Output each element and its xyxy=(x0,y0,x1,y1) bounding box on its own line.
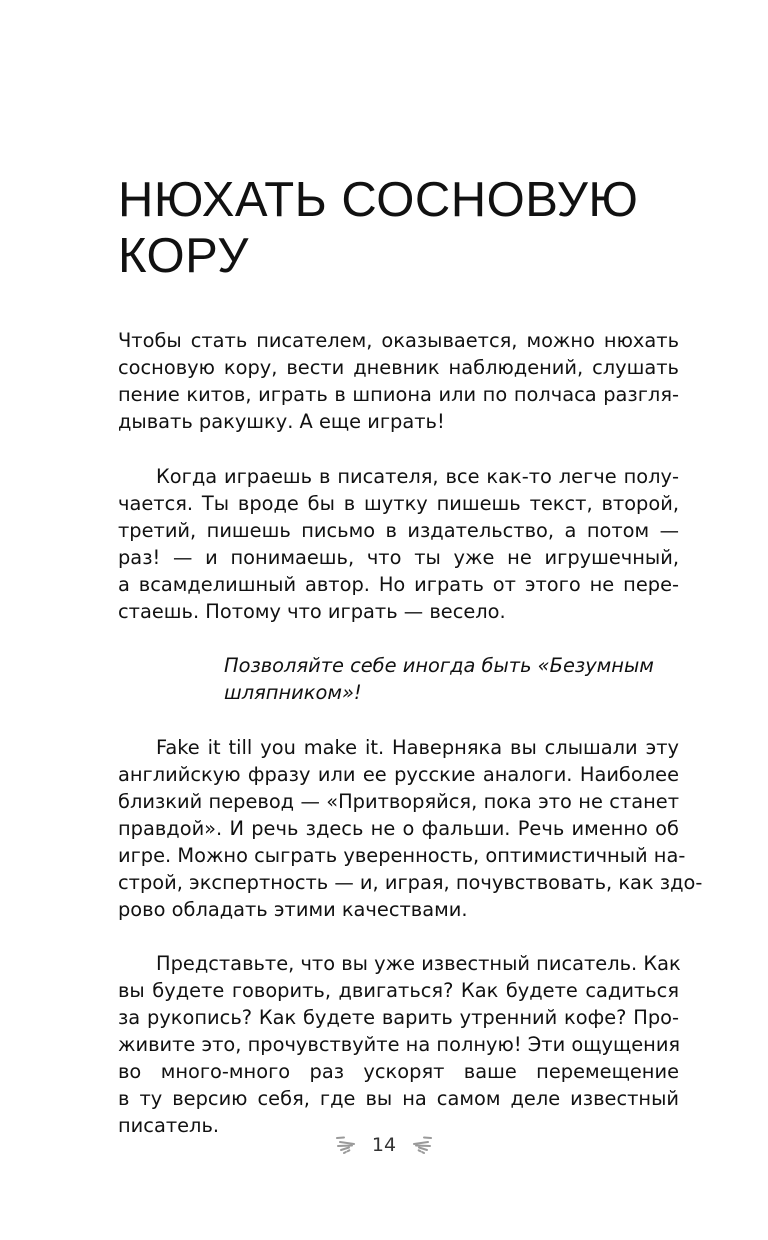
text-line: игре. Можно сыграть уверенность, оптимистичный на- xyxy=(118,844,686,867)
paragraph-intro xyxy=(118,327,679,435)
text-line: вы будете говорить, двигаться? Как будете садиться xyxy=(118,979,679,1002)
text-line: писатель. xyxy=(118,1114,220,1137)
quote-line: Позволяйте себе иногда быть «Безумным xyxy=(224,654,654,677)
chapter-title-line: НЮХАТЬ СОСНОВУЮ xyxy=(118,173,639,227)
text-line: чается. Ты вроде бы в шутку пишешь текст, второй, xyxy=(118,492,679,515)
text-line: живите это, прочувствуйте на полную! Эти ощущения xyxy=(118,1033,681,1056)
text-line: английскую фразу или ее русские аналоги. Наиболее xyxy=(118,763,679,786)
text-line: дывать ракушку. А еще играть! xyxy=(118,410,445,433)
text-line: во много-много раз ускорят ваше перемещение xyxy=(118,1060,679,1083)
paragraph-fake-it xyxy=(118,734,703,923)
text-line: третий, пишешь письмо в издательство, а потом — xyxy=(118,519,679,542)
text-line: правдой». И речь здесь не о фальши. Речь именно об xyxy=(118,817,679,840)
text-line: рово обладать этими качествами. xyxy=(118,898,468,921)
quote-line: шляпником»! xyxy=(224,681,362,704)
text-line: близкий перевод — «Притворяйся, пока это не станет xyxy=(118,790,679,813)
chapter-title-line: КОРУ xyxy=(118,229,249,283)
text-line: а всамделишный автор. Но играть от этого не пере- xyxy=(118,573,679,596)
text-line: за рукопись? Как будете варить утренний кофе? Про- xyxy=(118,1006,679,1029)
swirl-ornament-right-icon xyxy=(406,1134,434,1156)
text-line: Когда играешь в писателя, все как-то легче полу- xyxy=(156,465,679,488)
page-footer xyxy=(0,1128,768,1162)
swirl-ornament-left-icon xyxy=(334,1134,362,1156)
paragraph-imagine xyxy=(118,950,679,1139)
text-line: пение китов, играть в шпиона или по полчаса разгля- xyxy=(118,383,679,406)
text-line: Представьте, что вы уже известный писатель. Как xyxy=(156,952,681,975)
text-line: Fake it till you make it. Наверняка вы слышали эту xyxy=(156,736,679,759)
text-line: стаешь. Потому что играть — весело. xyxy=(118,600,506,623)
chapter-title xyxy=(118,172,678,284)
text-line: строй, экспертность — и, играя, почувствовать, как здо- xyxy=(118,871,703,894)
page-number: 14 xyxy=(371,1134,397,1156)
text-line: раз! — и понимаешь, что ты уже не игрушечный, xyxy=(118,546,679,569)
text-line: в ту версию себя, где вы на самом деле известный xyxy=(118,1087,679,1110)
paragraph-play-writer xyxy=(118,463,679,625)
text-line: сосновую кору, вести дневник наблюдений, слушать xyxy=(118,356,679,379)
highlighted-quote xyxy=(224,652,679,706)
text-line: Чтобы стать писателем, оказывается, можно нюхать xyxy=(118,329,679,352)
